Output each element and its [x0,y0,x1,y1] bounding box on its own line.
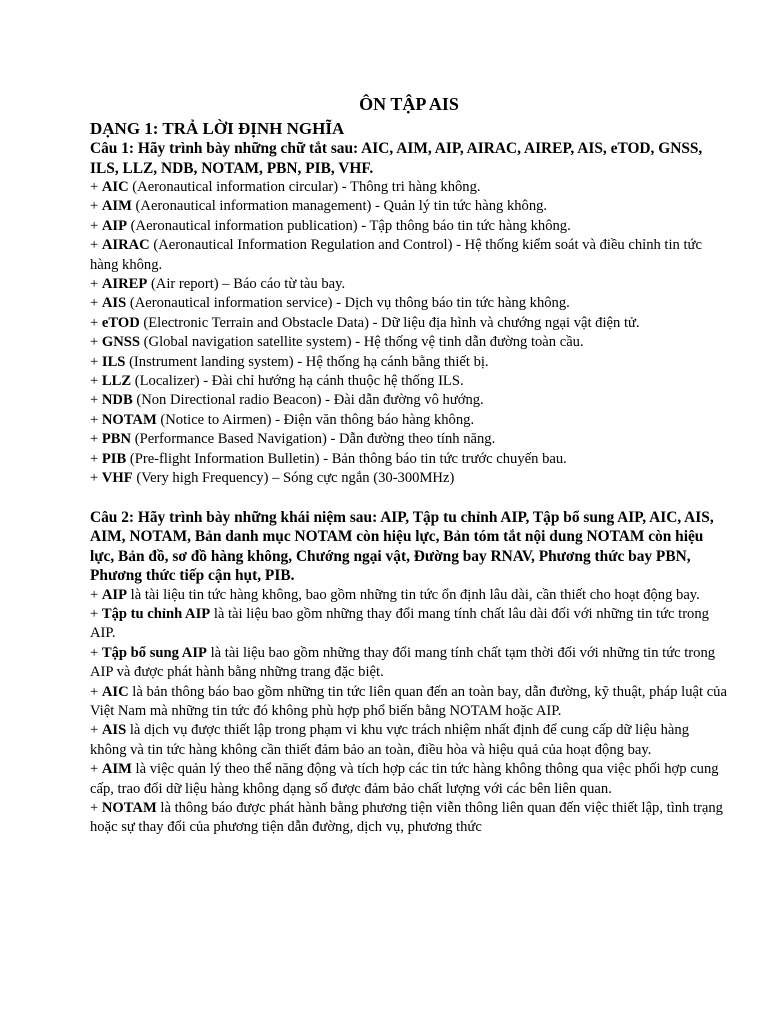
definition-item [90,644,728,683]
bullet-prefix: + [90,586,102,603]
definition-term: Tập tu chỉnh AIP [101,605,211,622]
bullet-prefix: + [90,411,102,428]
question-1: Câu 1: Hãy trình bày những chữ tắt sau: AIC, AIM, AIP, AIRAC, AIREP, AIS, eTOD, GNSS, ILS, LLZ, NDB, NOTAM, PBN, PIB, VHF. [90,140,703,177]
definition-term: AIC [101,179,129,195]
definition-text: là bản thông báo bao gồm những tin tức liên quan đến an toàn bay, dẫn đường, kỹ thuật, pháp luật của Việt Nam mà những tin tức đó không phù hợp phổ biến bằng NOTAM hoặc AIP. [90,683,727,719]
question-2-answers [90,586,728,838]
bullet-prefix: + [90,644,102,661]
definition-term: AIREP [101,276,148,293]
definition-item [90,391,728,410]
definition-item [90,760,728,799]
definition-term: AIM [101,198,132,215]
definition-term: GNSS [101,334,141,351]
definition-term: AIS [101,295,127,312]
definition-item [90,353,728,372]
definition-text: (Aeronautical information publication) - Tập thông báo tin tức hàng không. [127,217,571,234]
definition-text: (Performance Based Navigation) - Dẫn đường theo tính năng. [131,431,496,448]
bullet-prefix: + [90,295,102,312]
bullet-prefix: + [90,605,102,622]
definition-item [90,372,728,391]
definition-text: (Very high Frequency) – Sóng cực ngắn (30-300MHz) [132,470,455,487]
bullet-prefix: + [90,276,102,293]
definition-term: PBN [101,431,132,448]
definition-term: AIM [101,761,132,778]
bullet-prefix: + [90,217,102,234]
definition-item [90,333,728,352]
definition-text: (Aeronautical information circular) - Thông tri hàng không. [128,179,481,195]
definition-term: AIC [101,683,129,700]
definition-item [90,178,728,197]
definition-text: (Notice to Airmen) - Điện văn thông báo hàng không. [156,411,475,428]
definition-item [90,469,728,488]
bullet-prefix: + [90,799,102,816]
bullet-prefix: + [90,722,102,739]
bullet-prefix: + [90,450,102,467]
definition-term: NOTAM [101,799,157,816]
definition-term: eTOD [101,314,140,331]
bullet-prefix: + [90,392,102,409]
section-title: DẠNG 1: TRẢ LỜI ĐỊNH NGHĨA [90,119,345,138]
definition-term: AIP [101,586,128,603]
definition-text: (Pre-flight Information Bulletin) - Bản thông báo tin tức trước chuyến bau. [126,450,567,467]
bullet-prefix: + [90,761,102,778]
definition-item [90,450,728,469]
definition-item [90,799,728,838]
definition-term: AIRAC [101,237,150,254]
question-1-answers [90,178,728,489]
definition-term: ILS [101,353,126,370]
bullet-prefix: + [90,373,102,390]
definition-item [90,314,728,333]
definition-text: (Aeronautical Information Regulation and Control) - Hệ thống kiểm soát và điều chỉnh tin tức hàng không. [90,237,702,273]
definition-text: (Aeronautical information service) - Dịch vụ thông báo tin tức hàng không. [126,295,570,312]
definition-item [90,217,728,236]
definition-text: (Air report) – Báo cáo từ tàu bay. [147,276,346,293]
definition-text: (Global navigation satellite system) - Hệ thống vệ tinh dẫn đường toàn cầu. [140,334,584,351]
definition-item [90,586,728,605]
question-2: Câu 2: Hãy trình bày những khái niệm sau: AIP, Tập tu chỉnh AIP, Tập bổ sung AIP, AIC, AIS, AIM, NOTAM, Bản danh mục NOTAM còn hiệu lực, Bản tóm tắt nội dung NOTAM còn hiệu lực, Bản đồ, sơ đồ hàng không, Chướng ngại vật, Đường bay RNAV, Phương thức bay PBN, Phương thức tiếp cận hụt, PIB. [90,508,714,584]
definition-term: AIS [101,722,127,739]
definition-item [90,430,728,449]
definition-term: AIP [101,217,128,234]
bullet-prefix: + [90,334,102,351]
definition-text: là tài liệu tin tức hàng không, bao gồm những tin tức ổn định lâu dài, cần thiết cho hoạt động bay. [127,586,700,603]
definition-term: PIB [101,450,127,467]
definition-text: là tài liệu bao gồm những thay đổi mang tính chất lâu dài đối với những tin tức trong AIP. [90,605,709,642]
bullet-prefix: + [90,314,102,331]
bullet-prefix: + [90,198,102,215]
definition-text: là tài liệu bao gồm những thay đổi mang tính chất tạm thời đối với những tin tức trong AIP và được phát hành bằng những trang đặc biệt. [90,644,716,681]
definition-text: là thông báo được phát hành bằng phương tiện viễn thông liên quan đến việc thiết lập, tình trạng hoặc sự thay đổi của phương tiện dẫn đường, dịch vụ, phương thức [90,799,723,836]
definition-item [90,721,728,760]
definition-term: VHF [101,470,133,487]
definition-term: NOTAM [101,411,157,428]
definition-item [90,411,728,430]
definition-term: NDB [101,392,133,409]
bullet-prefix: + [90,431,102,448]
definition-text: (Aeronautical information management) - Quản lý tin tức hàng không. [131,198,548,215]
bullet-prefix: + [90,353,102,370]
paragraph-gap [90,489,728,508]
definition-item [90,197,728,216]
definition-term: LLZ [101,373,132,390]
bullet-prefix: + [90,470,102,487]
definition-item [90,605,728,644]
definition-text: (Localizer) - Đài chỉ hướng hạ cánh thuộc hệ thống ILS. [131,373,464,390]
definition-text: là dịch vụ được thiết lập trong phạm vi khu vực trách nhiệm nhất định để cung cấp dữ liệu hàng không và tin tức hàng không cần thiết đảm bảo an toàn, điều hòa và hiệu quả của hoạt động bay. [90,722,689,758]
bullet-prefix: + [90,179,102,195]
definition-text: là việc quản lý theo thể năng động và tích hợp các tin tức hàng không thông qua việc phối hợp cung cấp, trao đổi dữ liệu hàng không dạng số được đảm bảo chất lượng với các bên liên quan. [90,761,719,797]
bullet-prefix: + [90,683,102,700]
definition-item [90,236,728,275]
definition-item [90,275,728,294]
definition-term: Tập bổ sung AIP [101,644,207,661]
bullet-prefix: + [90,237,102,254]
definition-text: (Electronic Terrain and Obstacle Data) - Dữ liệu địa hình và chướng ngại vật điện tử. [139,314,640,331]
definition-text: (Non Directional radio Beacon) - Đài dẫn đường vô hướng. [132,392,484,409]
definition-item [90,683,728,722]
document-title: ÔN TẬP AIS [359,94,459,114]
definition-item [90,294,728,313]
definition-text: (Instrument landing system) - Hệ thống hạ cánh bằng thiết bị. [125,353,489,370]
